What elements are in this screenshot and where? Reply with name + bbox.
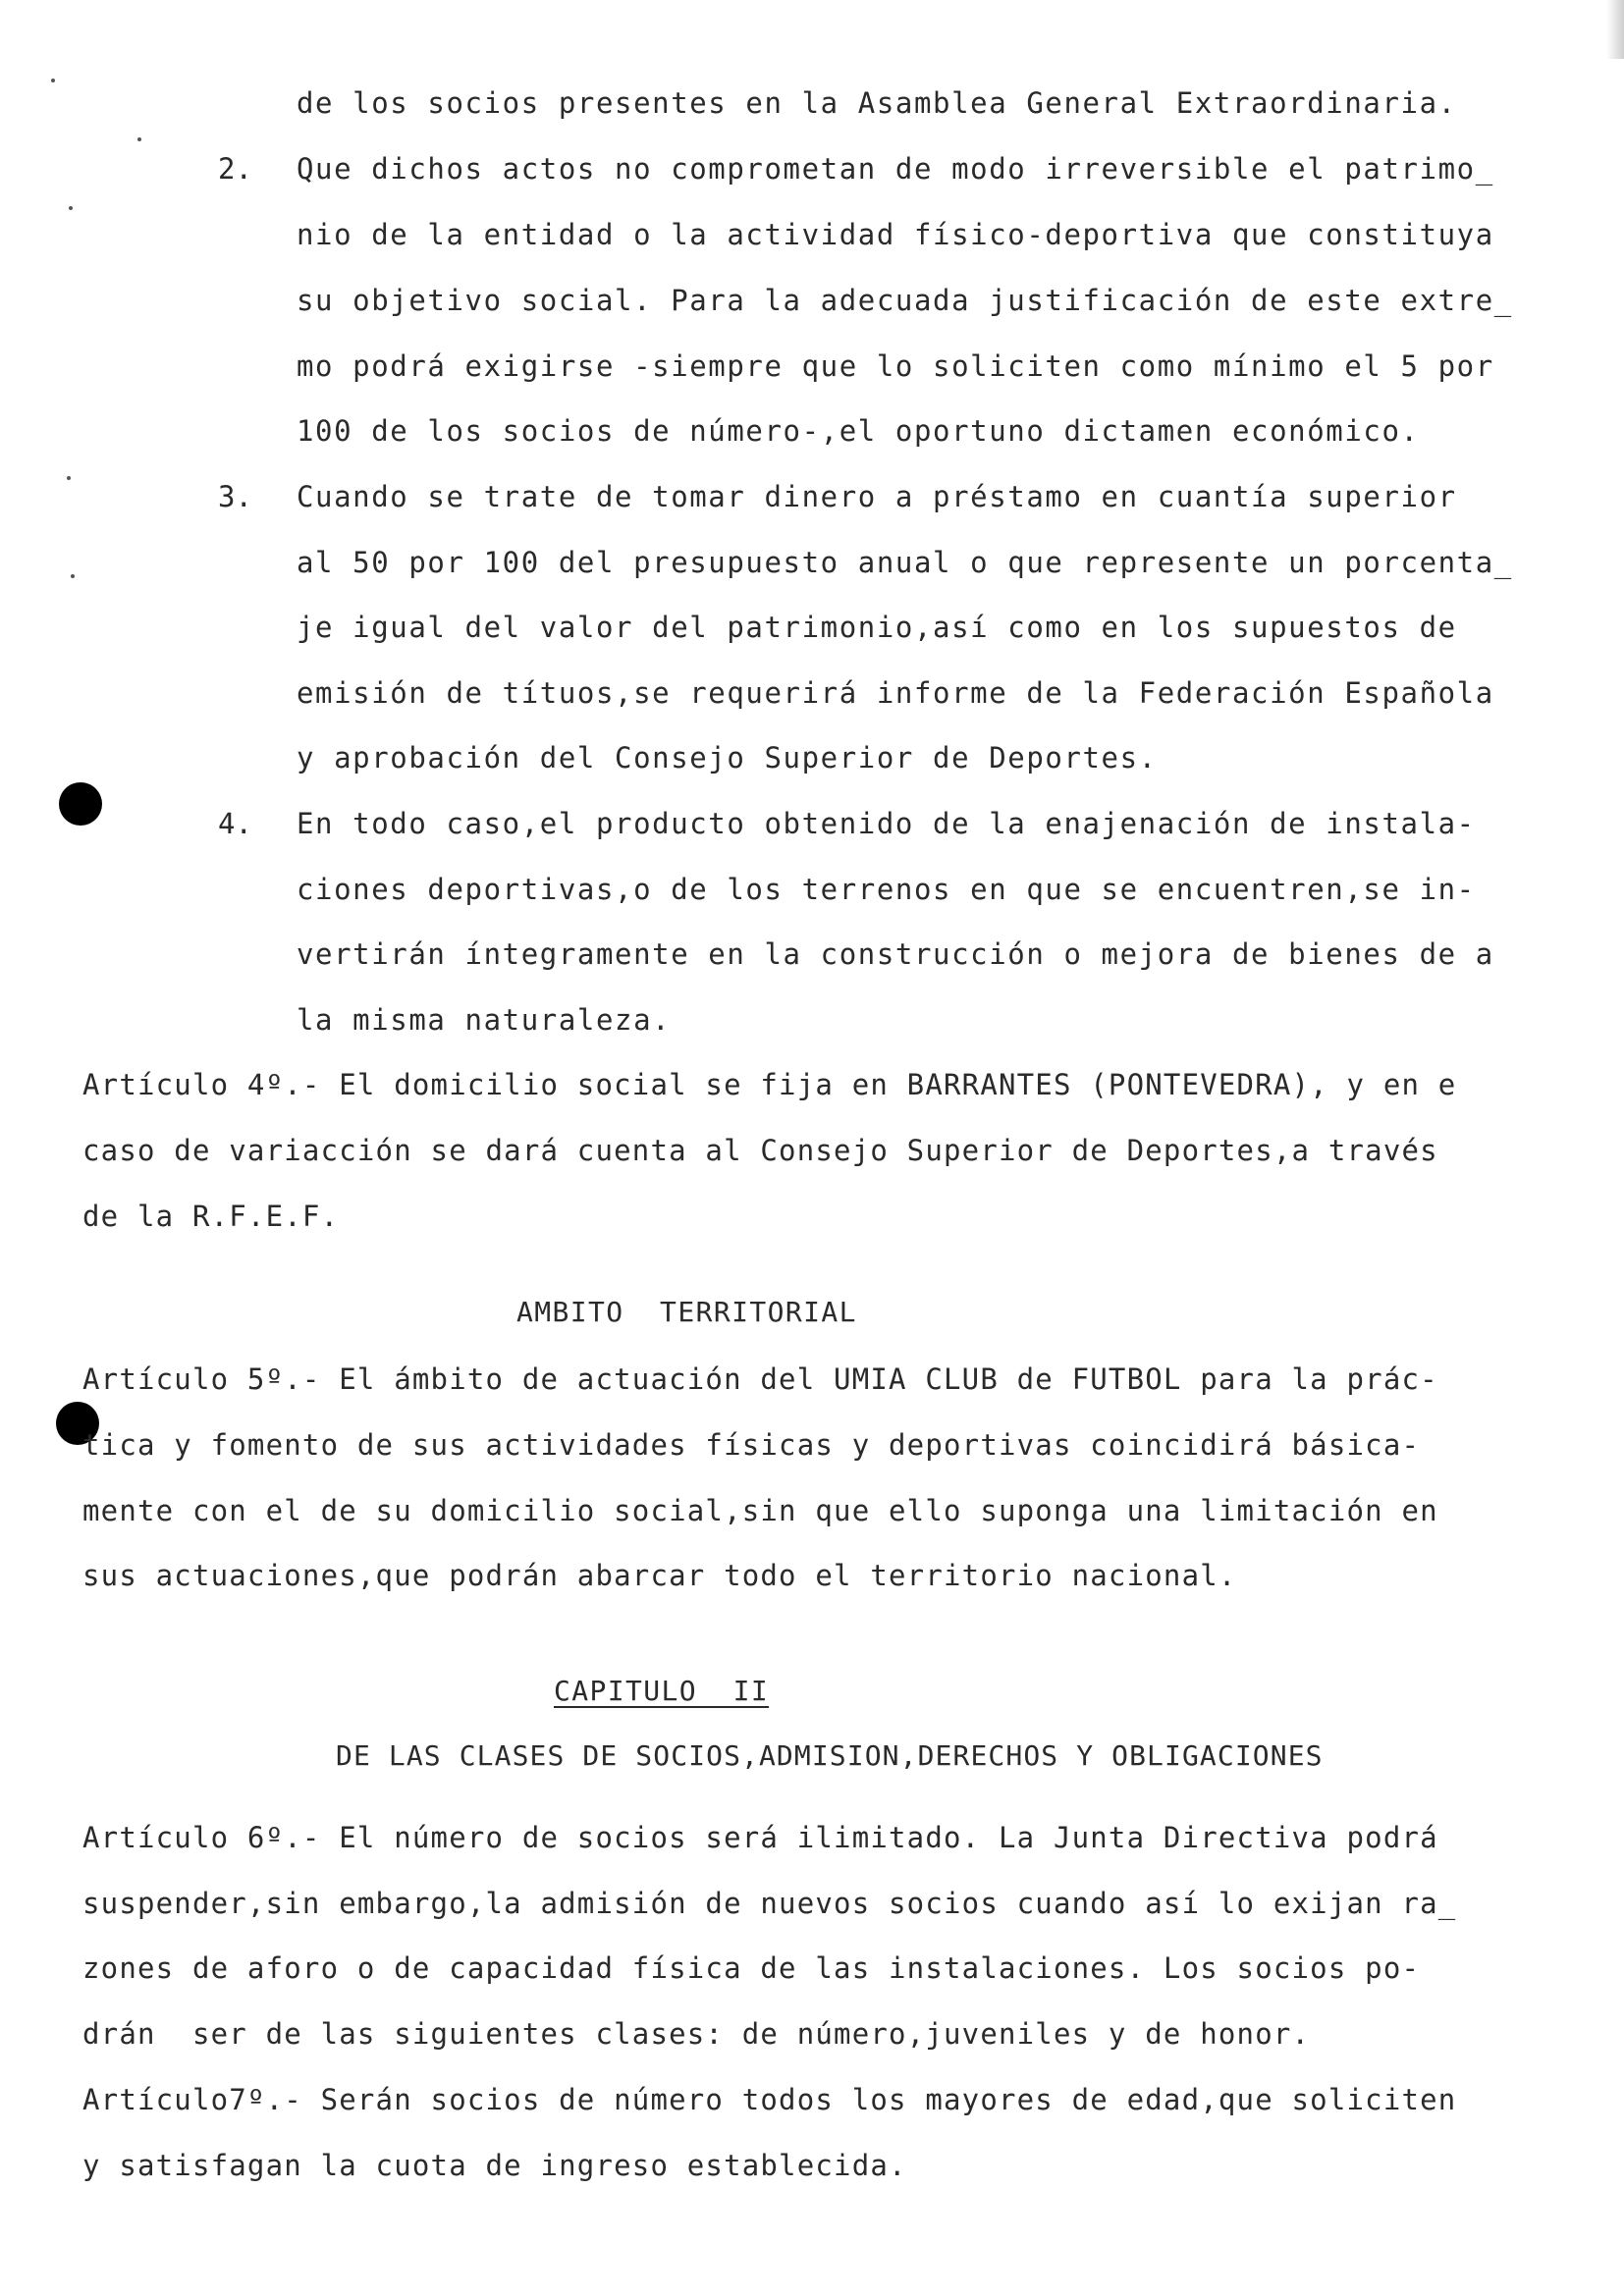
list-number: 3. bbox=[218, 480, 252, 513]
body-line: emisión de títuos,se requerirá informe de la Federación Española bbox=[297, 676, 1494, 710]
margin-speck bbox=[69, 206, 73, 210]
list-number: 2. bbox=[218, 152, 252, 186]
margin-speck bbox=[51, 79, 55, 82]
article-4-line: de la R.F.E.F. bbox=[82, 1200, 340, 1233]
body-line: su objetivo social. Para la adecuada justificación de este extre_ bbox=[297, 284, 1513, 317]
article-4-line: Artículo 4º.- El domicilio social se fija en BARRANTES (PONTEVEDRA), y en e bbox=[82, 1068, 1457, 1101]
punch-hole-upper bbox=[59, 782, 102, 826]
article-5-line: sus actuaciones,que podrán abarcar todo el territorio nacional. bbox=[82, 1559, 1237, 1592]
article-6-line: Artículo 6º.- El número de socios será ilimitado. La Junta Directiva podrá bbox=[82, 1821, 1438, 1854]
article-6-line: suspender,sin embargo,la admisión de nuevos socios cuando así lo exijan ra_ bbox=[82, 1887, 1457, 1920]
body-line: vertirán íntegramente en la construcción o mejora de bienes de a bbox=[297, 937, 1494, 971]
body-line: y aprobación del Consejo Superior de Deportes. bbox=[297, 741, 1158, 774]
chapter-heading: CAPITULO II bbox=[554, 1675, 770, 1707]
body-line: 100 de los socios de número-,el oportuno dictamen económico. bbox=[297, 414, 1420, 448]
margin-speck bbox=[71, 574, 75, 578]
article-4-line: caso de variacción se dará cuenta al Consejo Superior de Deportes,a través bbox=[82, 1134, 1438, 1167]
article-5-line: Artículo 5º.- El ámbito de actuación del UMIA CLUB de FUTBOL para la prác- bbox=[82, 1362, 1438, 1396]
article-7-line: y satisfagan la cuota de ingreso establecida. bbox=[82, 2149, 907, 2182]
article-6-line: drán ser de las siguientes clases: de número,juveniles y de honor. bbox=[82, 2017, 1311, 2051]
body-line: je igual del valor del patrimonio,así como en los supuestos de bbox=[297, 611, 1457, 644]
body-line: mo podrá exigirse -siempre que lo soliciten como mínimo el 5 por bbox=[297, 349, 1494, 383]
chapter-subheading: DE LAS CLASES DE SOCIOS,ADMISION,DERECHOS Y OBLIGACIONES bbox=[336, 1739, 1324, 1772]
body-line: Que dichos actos no comprometan de modo irreversible el patrimo_ bbox=[297, 152, 1494, 186]
article-7-line: Artículo7º.- Serán socios de número todos los mayores de edad,que soliciten bbox=[82, 2083, 1457, 2116]
body-line: al 50 por 100 del presupuesto anual o que represente un porcenta_ bbox=[297, 546, 1513, 579]
list-number: 4. bbox=[218, 807, 252, 840]
body-line: ciones deportivas,o de los terrenos en que se encuentren,se in- bbox=[297, 873, 1476, 906]
article-6-line: zones de aforo o de capacidad física de las instalaciones. Los socios po- bbox=[82, 1951, 1421, 1985]
margin-speck bbox=[67, 476, 71, 480]
section-heading: AMBITO TERRITORIAL bbox=[516, 1296, 857, 1328]
body-line: la misma naturaleza. bbox=[297, 1003, 672, 1037]
body-line: Cuando se trate de tomar dinero a préstamo en cuantía superior bbox=[297, 480, 1457, 513]
body-line: de los socios presentes en la Asamblea General Extraordinaria. bbox=[297, 86, 1457, 120]
body-line: nio de la entidad o la actividad físico-deportiva que constituya bbox=[297, 218, 1494, 251]
article-5-line: tica y fomento de sus actividades físicas y deportivas coincidirá básica- bbox=[82, 1428, 1421, 1462]
body-line: En todo caso,el producto obtenido de la enajenación de instala- bbox=[297, 807, 1476, 840]
page-edge-shadow bbox=[1606, 0, 1624, 59]
margin-speck bbox=[137, 137, 141, 141]
article-5-line: mente con el de su domicilio social,sin que ello suponga una limitación en bbox=[82, 1494, 1438, 1527]
